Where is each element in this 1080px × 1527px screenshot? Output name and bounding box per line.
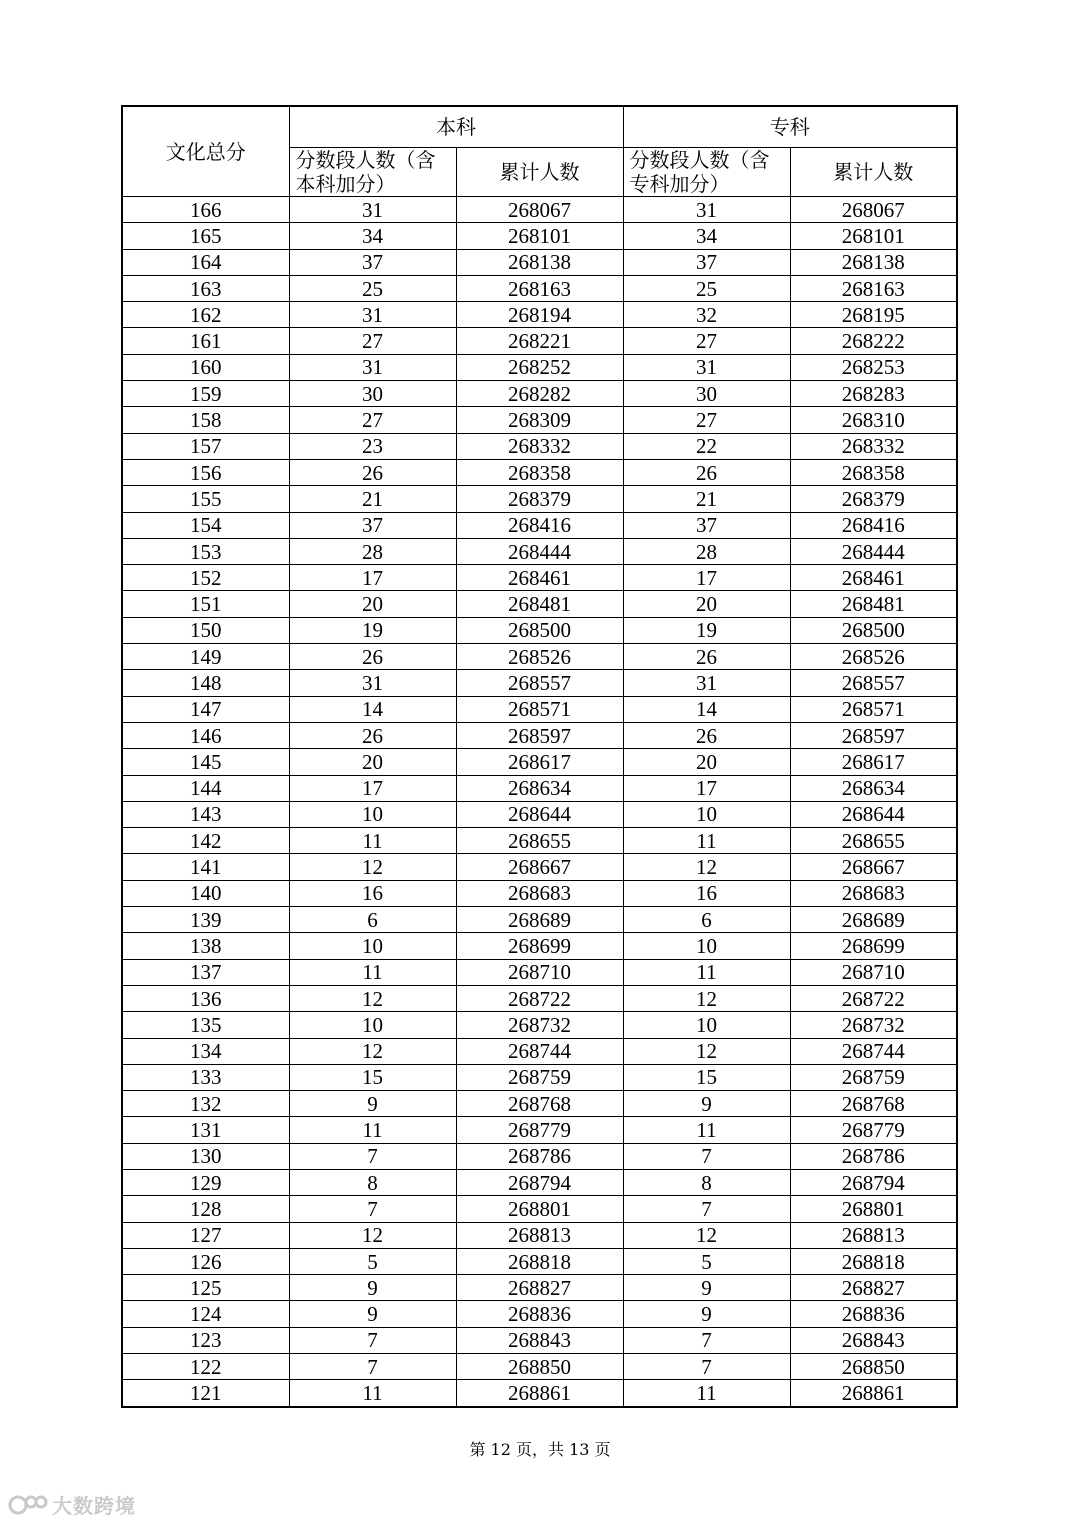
score-cell: 127 [122,1222,289,1248]
undergrad-count-cell: 10 [289,801,456,827]
score-cell: 157 [122,433,289,459]
table-row [122,1275,957,1301]
undergrad-count-cell: 12 [289,854,456,880]
score-cell: 130 [122,1143,289,1169]
table-row [122,696,957,722]
score-cell: 152 [122,565,289,591]
junior-count-cell: 19 [623,617,790,643]
junior-count-cell: 10 [623,801,790,827]
junior-count-cell: 22 [623,433,790,459]
undergrad-count-cell: 26 [289,644,456,670]
undergrad-cumulative-cell: 268732 [456,1012,623,1038]
undergrad-cumulative-cell: 268843 [456,1327,623,1353]
junior-cumulative-cell: 268617 [790,749,957,775]
junior-count-cell: 14 [623,696,790,722]
junior-count-cell: 9 [623,1275,790,1301]
undergrad-cumulative-cell: 268444 [456,538,623,564]
score-cell: 166 [122,197,289,223]
table-row [122,381,957,407]
undergrad-count-cell: 27 [289,407,456,433]
table-row [122,591,957,617]
undergrad-cumulative-cell: 268416 [456,512,623,538]
table-row [122,1091,957,1117]
undergrad-count-cell: 7 [289,1327,456,1353]
undergrad-count-cell: 9 [289,1275,456,1301]
score-cell: 122 [122,1354,289,1380]
score-cell: 155 [122,486,289,512]
junior-cumulative-cell: 268667 [790,854,957,880]
score-cell: 142 [122,828,289,854]
score-cell: 132 [122,1091,289,1117]
table-row [122,249,957,275]
undergrad-count-cell: 28 [289,538,456,564]
junior-count-cell: 25 [623,275,790,301]
page-footer: 第 12 页，共 13 页 [469,1440,611,1459]
junior-count-cell: 8 [623,1169,790,1195]
undergrad-cumulative-cell: 268557 [456,670,623,696]
undergrad-cumulative-cell: 268500 [456,617,623,643]
table-row [122,1354,957,1380]
junior-count-cell: 31 [623,670,790,696]
undergrad-count-cell: 37 [289,512,456,538]
junior-count-header: 分数段人数（含专科加分） [623,148,790,197]
junior-cumulative-cell: 268310 [790,407,957,433]
junior-cumulative-cell: 268827 [790,1275,957,1301]
undergrad-cumulative-cell: 268786 [456,1143,623,1169]
score-cell: 126 [122,1248,289,1274]
junior-cumulative-cell: 268786 [790,1143,957,1169]
junior-cumulative-cell: 268801 [790,1196,957,1222]
junior-cumulative-cell: 268683 [790,880,957,906]
table-row [122,302,957,328]
junior-count-cell: 17 [623,565,790,591]
score-cell: 141 [122,854,289,880]
undergrad-cumulative-cell: 268309 [456,407,623,433]
junior-cumulative-cell: 268416 [790,512,957,538]
table-row [122,880,957,906]
junior-count-cell: 32 [623,302,790,328]
undergrad-cumulative-cell: 268617 [456,749,623,775]
undergrad-count-cell: 31 [289,670,456,696]
score-cell: 164 [122,249,289,275]
junior-count-cell: 30 [623,381,790,407]
undergrad-cumulative-cell: 268358 [456,459,623,485]
undergrad-cumulative-cell: 268526 [456,644,623,670]
score-column-header: 文化总分 [122,106,289,197]
junior-count-cell: 9 [623,1301,790,1327]
junior-cumulative-cell: 268557 [790,670,957,696]
junior-cumulative-cell: 268332 [790,433,957,459]
undergrad-count-cell: 12 [289,1038,456,1064]
junior-cumulative-cell: 268163 [790,275,957,301]
undergrad-count-cell: 27 [289,328,456,354]
table-row [122,959,957,985]
undergrad-group-header: 本科 [289,106,623,148]
junior-count-cell: 15 [623,1064,790,1090]
junior-cumulative-cell: 268379 [790,486,957,512]
junior-cumulative-cell: 268358 [790,459,957,485]
undergrad-cumulative-cell: 268252 [456,354,623,380]
undergrad-cumulative-cell: 268634 [456,775,623,801]
junior-count-cell: 26 [623,459,790,485]
score-cell: 140 [122,880,289,906]
table-row [122,1196,957,1222]
undergrad-count-cell: 20 [289,591,456,617]
undergrad-count-cell: 14 [289,696,456,722]
junior-count-cell: 28 [623,538,790,564]
junior-cumulative-cell: 268850 [790,1354,957,1380]
junior-count-cell: 9 [623,1091,790,1117]
score-cell: 135 [122,1012,289,1038]
score-cell: 139 [122,907,289,933]
table-row [122,722,957,748]
junior-cumulative-cell: 268836 [790,1301,957,1327]
junior-count-cell: 31 [623,197,790,223]
junior-count-cell: 11 [623,1117,790,1143]
table-row [122,617,957,643]
undergrad-cumulative-cell: 268794 [456,1169,623,1195]
undergrad-cumulative-cell: 268571 [456,696,623,722]
table-row [122,486,957,512]
table-row [122,749,957,775]
junior-cumulative-cell: 268768 [790,1091,957,1117]
score-cell: 133 [122,1064,289,1090]
undergrad-count-cell: 9 [289,1091,456,1117]
score-cell: 134 [122,1038,289,1064]
undergrad-count-cell: 8 [289,1169,456,1195]
junior-cumulative-cell: 268634 [790,775,957,801]
score-cell: 156 [122,459,289,485]
table-row [122,565,957,591]
junior-cumulative-cell: 268689 [790,907,957,933]
undergrad-count-cell: 7 [289,1196,456,1222]
table-row [122,197,957,223]
score-cell: 129 [122,1169,289,1195]
junior-cumulative-cell: 268067 [790,197,957,223]
undergrad-count-cell: 9 [289,1301,456,1327]
table-row [122,828,957,854]
table-row [122,1248,957,1274]
undergrad-cumulative-cell: 268379 [456,486,623,512]
undergrad-cumulative-cell: 268101 [456,223,623,249]
junior-count-cell: 12 [623,1222,790,1248]
junior-count-cell: 7 [623,1196,790,1222]
undergrad-count-cell: 12 [289,985,456,1011]
undergrad-count-cell: 10 [289,933,456,959]
undergrad-count-cell: 25 [289,275,456,301]
undergrad-cumulative-cell: 268163 [456,275,623,301]
junior-cumulative-cell: 268597 [790,722,957,748]
table-row [122,1301,957,1327]
watermark [8,1490,136,1522]
undergrad-count-cell: 37 [289,249,456,275]
undergrad-count-cell: 6 [289,907,456,933]
table-row [122,354,957,380]
score-cell: 144 [122,775,289,801]
table-row [122,775,957,801]
undergrad-cumulative-cell: 268759 [456,1064,623,1090]
undergrad-cumulative-cell: 268827 [456,1275,623,1301]
junior-cumulative-cell: 268481 [790,591,957,617]
junior-cumulative-cell: 268843 [790,1327,957,1353]
undergrad-count-cell: 21 [289,486,456,512]
undergrad-count-cell: 17 [289,775,456,801]
undergrad-cumulative-cell: 268597 [456,722,623,748]
table-row [122,407,957,433]
undergrad-count-cell: 11 [289,1117,456,1143]
junior-count-cell: 16 [623,880,790,906]
junior-count-cell: 10 [623,933,790,959]
junior-count-cell: 34 [623,223,790,249]
junior-cumulative-cell: 268710 [790,959,957,985]
undergrad-count-cell: 30 [289,381,456,407]
junior-count-cell: 11 [623,959,790,985]
score-cell: 162 [122,302,289,328]
undergrad-count-cell: 11 [289,1380,456,1407]
undergrad-cumulative-cell: 268221 [456,328,623,354]
table-row [122,1169,957,1195]
undergrad-cumulative-cell: 268710 [456,959,623,985]
junior-cumulative-cell: 268794 [790,1169,957,1195]
undergrad-cumulative-cell: 268683 [456,880,623,906]
junior-cumulative-cell: 268722 [790,985,957,1011]
undergrad-cumulative-cell: 268689 [456,907,623,933]
junior-count-cell: 12 [623,854,790,880]
undergrad-cumulative-cell: 268818 [456,1248,623,1274]
junior-count-cell: 26 [623,722,790,748]
undergrad-count-cell: 31 [289,197,456,223]
score-cell: 165 [122,223,289,249]
junior-cumulative-cell: 268779 [790,1117,957,1143]
score-cell: 150 [122,617,289,643]
undergrad-count-cell: 10 [289,1012,456,1038]
junior-cumulative-cell: 268283 [790,381,957,407]
undergrad-cumulative-cell: 268194 [456,302,623,328]
table-row [122,801,957,827]
score-cell: 163 [122,275,289,301]
score-cell: 151 [122,591,289,617]
score-cell: 123 [122,1327,289,1353]
score-cell: 131 [122,1117,289,1143]
table-row [122,854,957,880]
table-row [122,223,957,249]
undergrad-cumulative-cell: 268655 [456,828,623,854]
table-row [122,644,957,670]
score-cell: 137 [122,959,289,985]
junior-count-cell: 7 [623,1143,790,1169]
junior-count-cell: 31 [623,354,790,380]
junior-cumulative-cell: 268818 [790,1248,957,1274]
table-row [122,459,957,485]
junior-cumulative-cell: 268655 [790,828,957,854]
score-cell: 128 [122,1196,289,1222]
undergrad-count-cell: 26 [289,722,456,748]
undergrad-cumulative-cell: 268850 [456,1354,623,1380]
table-row [122,1380,957,1407]
junior-count-cell: 7 [623,1354,790,1380]
junior-count-cell: 7 [623,1327,790,1353]
undergrad-count-cell: 11 [289,959,456,985]
junior-cumulative-cell: 268101 [790,223,957,249]
score-table [121,105,958,1408]
score-cell: 158 [122,407,289,433]
undergrad-cumulative-cell: 268644 [456,801,623,827]
table-row [122,538,957,564]
junior-cumulative-cell: 268461 [790,565,957,591]
undergrad-count-cell: 19 [289,617,456,643]
score-cell: 149 [122,644,289,670]
undergrad-count-cell: 12 [289,1222,456,1248]
score-cell: 153 [122,538,289,564]
undergrad-count-header: 分数段人数（含本科加分） [289,148,456,197]
undergrad-cumulative-cell: 268461 [456,565,623,591]
undergrad-cumulative-cell: 268861 [456,1380,623,1407]
watermark-text: 大数跨境 [52,1494,136,1518]
score-cell: 161 [122,328,289,354]
undergrad-count-cell: 20 [289,749,456,775]
score-cell: 154 [122,512,289,538]
junior-count-cell: 11 [623,828,790,854]
score-cell: 124 [122,1301,289,1327]
undergrad-count-cell: 31 [289,354,456,380]
undergrad-cumulative-cell: 268699 [456,933,623,959]
junior-cumulative-cell: 268138 [790,249,957,275]
score-cell: 136 [122,985,289,1011]
table-body [122,197,957,1407]
undergrad-count-cell: 11 [289,828,456,854]
junior-count-cell: 21 [623,486,790,512]
undergrad-cumulative-cell: 268801 [456,1196,623,1222]
score-cell: 138 [122,933,289,959]
table-row [122,1327,957,1353]
undergrad-cumulative-cell: 268779 [456,1117,623,1143]
junior-cumulative-cell: 268444 [790,538,957,564]
score-cell: 148 [122,670,289,696]
junior-cumulative-cell: 268253 [790,354,957,380]
junior-count-cell: 20 [623,749,790,775]
table-row [122,275,957,301]
junior-cumulative-cell: 268571 [790,696,957,722]
score-cell: 145 [122,749,289,775]
undergrad-cumulative-cell: 268667 [456,854,623,880]
undergrad-cumulative-cell: 268813 [456,1222,623,1248]
table-row [122,1012,957,1038]
undergrad-cumulative-cell: 268481 [456,591,623,617]
junior-cumulative-cell: 268699 [790,933,957,959]
undergrad-count-cell: 23 [289,433,456,459]
undergrad-cumulative-cell: 268282 [456,381,623,407]
undergrad-cumulative-cell: 268836 [456,1301,623,1327]
undergrad-cumulative-cell: 268722 [456,985,623,1011]
score-cell: 146 [122,722,289,748]
junior-count-cell: 17 [623,775,790,801]
junior-count-cell: 5 [623,1248,790,1274]
undergrad-cumulative-cell: 268744 [456,1038,623,1064]
table-row [122,328,957,354]
table-row [122,1038,957,1064]
junior-count-cell: 20 [623,591,790,617]
junior-cumulative-cell: 268644 [790,801,957,827]
undergrad-cumulative-cell: 268138 [456,249,623,275]
score-cell: 121 [122,1380,289,1407]
undergrad-count-cell: 7 [289,1143,456,1169]
junior-count-cell: 11 [623,1380,790,1407]
junior-cumulative-cell: 268732 [790,1012,957,1038]
undergrad-cumulative-cell: 268067 [456,197,623,223]
junior-count-cell: 26 [623,644,790,670]
table-row [122,512,957,538]
score-cell: 125 [122,1275,289,1301]
score-cell: 160 [122,354,289,380]
table-row [122,1064,957,1090]
score-cell: 143 [122,801,289,827]
undergrad-count-cell: 34 [289,223,456,249]
junior-cumulative-cell: 268744 [790,1038,957,1064]
undergrad-cumulative-header: 累计人数 [456,148,623,197]
score-cell: 147 [122,696,289,722]
junior-cumulative-cell: 268759 [790,1064,957,1090]
junior-count-cell: 37 [623,512,790,538]
undergrad-count-cell: 16 [289,880,456,906]
junior-count-cell: 37 [623,249,790,275]
watermark-logo-icon [8,1493,48,1522]
undergrad-count-cell: 17 [289,565,456,591]
junior-group-header: 专科 [623,106,957,148]
junior-cumulative-cell: 268861 [790,1380,957,1407]
score-cell: 159 [122,381,289,407]
junior-cumulative-cell: 268813 [790,1222,957,1248]
table-row [122,1117,957,1143]
junior-cumulative-header: 累计人数 [790,148,957,197]
table-row [122,1143,957,1169]
junior-cumulative-cell: 268222 [790,328,957,354]
junior-count-cell: 27 [623,328,790,354]
undergrad-count-cell: 26 [289,459,456,485]
table-row [122,933,957,959]
junior-count-cell: 27 [623,407,790,433]
undergrad-count-cell: 5 [289,1248,456,1274]
table-row [122,433,957,459]
undergrad-cumulative-cell: 268332 [456,433,623,459]
table-row [122,670,957,696]
junior-count-cell: 12 [623,985,790,1011]
junior-count-cell: 10 [623,1012,790,1038]
junior-count-cell: 12 [623,1038,790,1064]
junior-count-cell: 6 [623,907,790,933]
undergrad-count-cell: 15 [289,1064,456,1090]
junior-cumulative-cell: 268500 [790,617,957,643]
table-row [122,985,957,1011]
junior-cumulative-cell: 268526 [790,644,957,670]
junior-cumulative-cell: 268195 [790,302,957,328]
undergrad-count-cell: 7 [289,1354,456,1380]
table-row [122,907,957,933]
undergrad-cumulative-cell: 268768 [456,1091,623,1117]
table-row [122,1222,957,1248]
undergrad-count-cell: 31 [289,302,456,328]
